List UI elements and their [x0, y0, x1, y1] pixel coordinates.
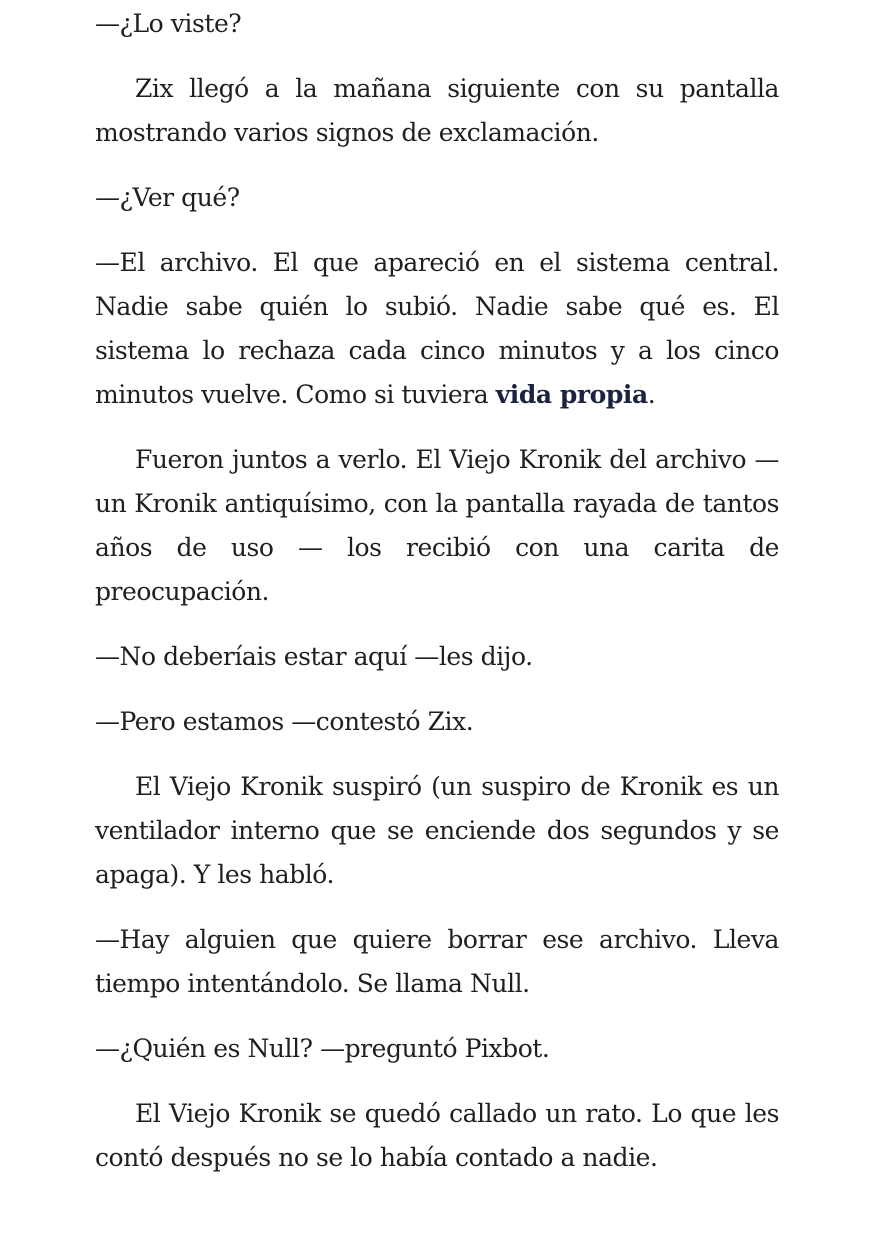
- paragraph-dialogue-4: —No deberíais estar aquí —les dijo.: [95, 642, 533, 671]
- paragraph-dialogue-5: —Pero estamos —contestó Zix.: [95, 707, 474, 736]
- paragraph-narration-4: El Viejo Kronik se quedó callado un rato. Lo que les contó después no se lo había contado a nadie.: [95, 1099, 779, 1172]
- paragraph-dialogue-6: —Hay alguien que quiere borrar ese archivo. Lleva tiempo intentándolo. Se llama Null.: [95, 925, 779, 998]
- paragraph-dialogue-2: —¿Ver qué?: [95, 183, 240, 212]
- paragraph-narration-3: El Viejo Kronik suspiró (un suspiro de Kronik es un ventilador interno que se enciende dos segundos y se apaga). Y les habló.: [95, 772, 779, 889]
- emphasized-text: vida propia: [495, 380, 648, 409]
- paragraph-text-after-emphasis: .: [647, 380, 656, 409]
- book-page: [95, 0, 779, 1201]
- paragraph-dialogue-1: —¿Lo viste?: [95, 9, 242, 38]
- paragraph-text-before-emphasis: —El archivo. El que apareció en el sistema central. Nadie sabe quién lo subió. Nadie sabe qué es. El sistema lo rechaza cada cinco minutos y a los cinco minutos vuelve. Como si tuviera: [95, 248, 779, 409]
- paragraph-dialogue-3: [95, 241, 779, 417]
- paragraph-narration-2: Fueron juntos a verlo. El Viejo Kronik del archivo — un Kronik antiquísimo, con la pantalla rayada de tantos años de uso — los recibió con una carita de preocupación.: [95, 445, 779, 606]
- paragraph-narration-1: Zix llegó a la mañana siguiente con su pantalla mostrando varios signos de exclamación.: [95, 74, 779, 147]
- paragraph-dialogue-7: —¿Quién es Null? —preguntó Pixbot.: [95, 1034, 550, 1063]
